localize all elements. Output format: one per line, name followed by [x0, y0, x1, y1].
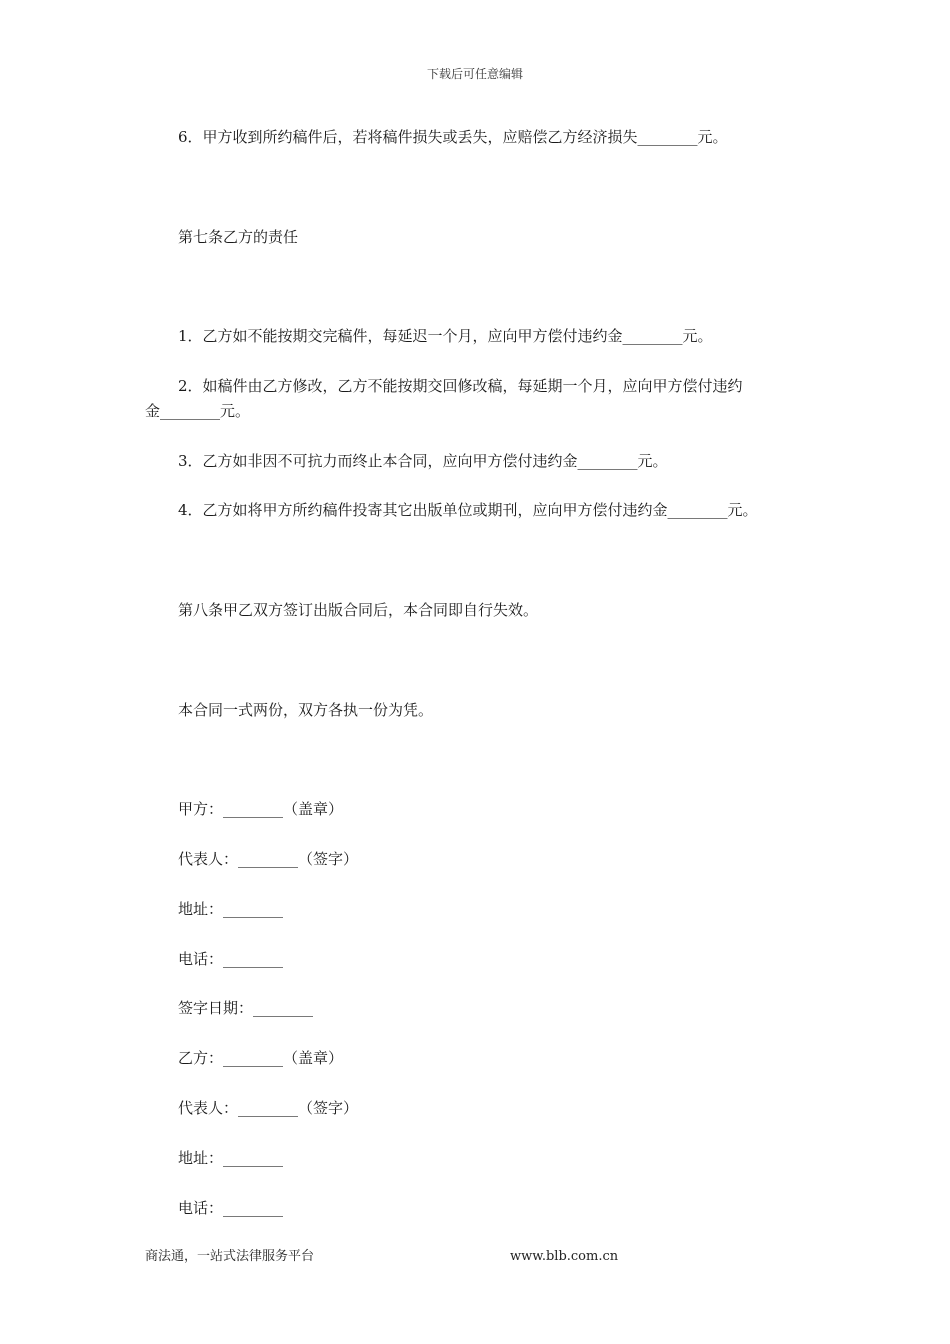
clause-7-2-line1: 2．如稿件由乙方修改，乙方不能按期交回修改稿，每延期一个月，应向甲方偿付违约: [178, 377, 743, 395]
party-a-representative: 代表人：________（签字）: [178, 850, 359, 868]
party-a-phone: 电话：________: [178, 950, 284, 968]
clause-7-2-line2: 金________元。: [145, 402, 251, 420]
party-b-stamp: 乙方：________（盖章）: [178, 1049, 344, 1067]
clause-7-3: 3．乙方如非因不可抗力而终止本合同，应向甲方偿付违约金________元。: [178, 452, 668, 470]
party-b-representative: 代表人：________（签字）: [178, 1099, 359, 1117]
copies-clause: 本合同一式两份，双方各执一份为凭。: [178, 701, 434, 719]
party-a-stamp: 甲方：________（盖章）: [178, 800, 344, 818]
clause-7-1: 1．乙方如不能按期交完稿件，每延迟一个月，应向甲方偿付违约金________元。: [178, 327, 713, 345]
party-b-address: 地址：________: [178, 1149, 284, 1167]
clause-7-4: 4．乙方如将甲方所约稿件投寄其它出版单位或期刊，应向甲方偿付违约金________元。: [178, 501, 758, 519]
party-a-sign-date: 签字日期：________: [178, 999, 314, 1017]
footer-brand: 商法通，一站式法律服务平台: [145, 1249, 315, 1264]
page-header: 下载后可任意编辑: [426, 67, 523, 81]
party-a-address: 地址：________: [178, 900, 284, 918]
article-8: 第八条甲乙双方签订出版合同后，本合同即自行失效。: [178, 601, 539, 619]
article-7-title: 第七条乙方的责任: [178, 228, 299, 246]
footer-website-link[interactable]: www.blb.com.cn: [510, 1249, 619, 1264]
clause-6-6: 6．甲方收到所约稿件后，若将稿件损失或丢失，应赔偿乙方经济损失________元。: [178, 128, 728, 146]
party-b-phone: 电话：________: [178, 1199, 284, 1217]
